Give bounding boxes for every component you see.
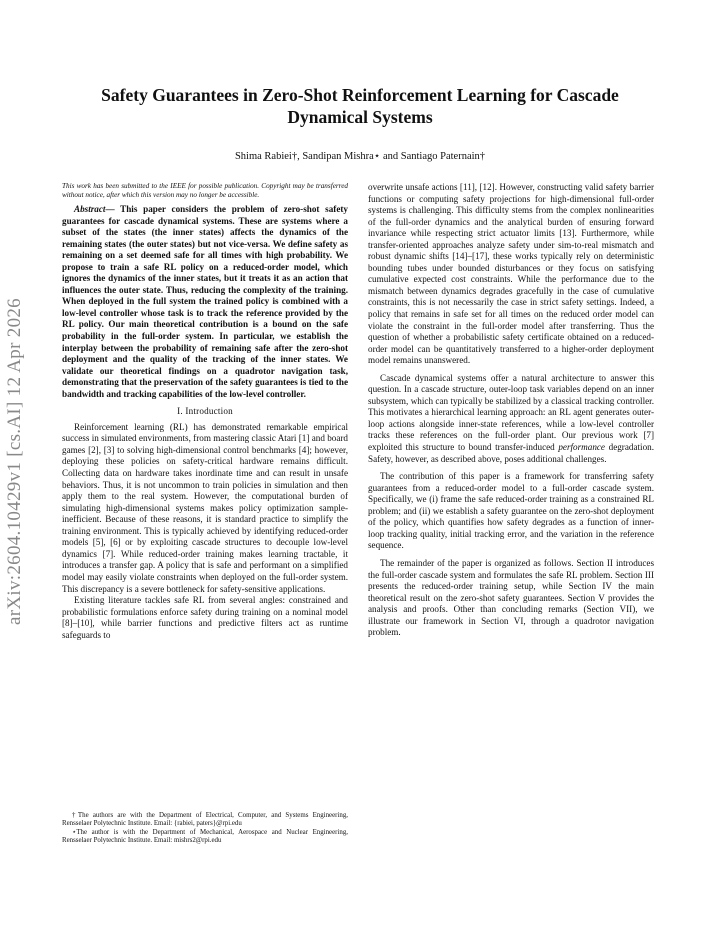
- right-column: [368, 182, 654, 639]
- section-heading-introduction: I. Introduction: [177, 406, 233, 417]
- footnote-affiliation-1: †The authors are with the Department of Electrical, Computer, and Systems Engineering, Rensselaer Polytechnic Institute. Email: {rabiei, paters}@rpi.edu: [62, 812, 348, 828]
- footnote-affiliation-2: ⋆The author is with the Department of Mechanical, Aerospace and Nuclear Engineering, Rensselaer Polytechnic Institute. Email: mishrs2@rpi.edu: [62, 828, 348, 844]
- submission-notice: This work has been submitted to the IEEE for possible publication. Copyright may be transferred without notice, after which this version may no longer be accessible.: [62, 182, 348, 199]
- paper-authors: Shima Rabiei†, Sandipan Mishra⋆ and Santiago Paternain†: [234, 151, 486, 162]
- paragraph-4-text-b: degradation. Safety, however, as described above, poses additional challenges.: [368, 442, 654, 464]
- intro-paragraph-4: [368, 373, 654, 465]
- intro-paragraph-1: Reinforcement learning (RL) has demonstrated remarkable empirical success in simulated environments, from mastering classic Atari [1] and board games [2], [3] to solving high-dimensional control benchmarks [4]; however, deploying these policies on safety-critical hardware remains difficult. Collecting data on hardware takes inordinate time and can result in unsafe behaviors. Thus, it is not uncommon to train policies in simulation and then apply them to the real system. However, the computational burden of simulating high-dimensional systems makes policy optimization sample-inefficient. Because of these reasons, it is standard practice to simplify the training environment. This is typically achieved by identifying reduced-order models [5], [6] or by exploiting cascade structures to decouple low-level dynamics [7]. While reduced-order training makes learning tractable, it introduces a transfer gap. A policy that is safe and performant on a simplified model may easily violate constraints when deployed on the full-order system. This discrepancy is a severe bottleneck for safety-sensitive applications.: [62, 421, 348, 594]
- abstract: [62, 204, 348, 400]
- intro-paragraph-3: overwrite unsafe actions [11], [12]. However, constructing valid safety barrier functions or computing safety projections for high-dimensional full-order systems is challenging. This difficulty stems from the complex nonlinearities of the full-order dynamics and the analytical burden of ensuring forward invariance while respecting strict actuator limits [13]. Furthermore, while transfer-oriented approaches analyze safety under sim-to-real mismatch and robust dynamic shifts [14]–[17], these works typically rely on deterministic bounding tubes under bounded disturbances or they focus on satisfying cumulative expected cost constraints. While the performance due to the mismatch between dynamics degrades gracefully in the case of cumulative constraints, this is not necessarily the case in strict safety settings. Indeed, a policy that remains in safe set for all times on the reduced order model can violate the constraint in the full-order model after transferring. Thus the question of whether a probabilistic safety certificate obtained on a reduced-order model can be quantitatively transferred to a higher-order deployment model remains unanswered.: [368, 182, 654, 366]
- intro-paragraph-6: The remainder of the paper is organized as follows. Section II introduces the full-order cascade system and formulates the safe RL problem. Section III presents the reduced-order training setup, while Section IV the main theoretical result on the zero-shot safety guarantees. Section V provides the analysis and proofs. Other than concluding remarks (Section VII), we illustrate our framework in Section VI, through a quadrotor navigation problem.: [368, 557, 654, 638]
- intro-paragraph-2: Existing literature tackles safe RL from several angles: constrained and probabilistic formulations enforce safety during training on a nominal model [8]–[10], while barrier functions and predictive filters act as runtime safeguards to: [62, 595, 348, 640]
- abstract-label: Abstract: [74, 204, 106, 214]
- arxiv-identifier: arXiv:2604.10429v1 [cs.AI] 12 Apr 2026: [4, 298, 25, 626]
- paragraph-4-emphasis: performance: [558, 442, 605, 453]
- paper-title: Safety Guarantees in Zero-Shot Reinforcement Learning for Cascade Dynamical Systems: [101, 85, 619, 127]
- paragraph-4-text-a: Cascade dynamical systems offer a natural architecture to answer this question. In a cascade structure, outer-loop task variables depend on an inner subsystem, which can typically be stabilized by a classical tracking controller. This motivates a hierarchical learning approach: an RL agent generates outer-loop actions alongside inner-state references, while a low-level controller tracks these references on the full-order plant. Our previous work [7] exploited this structure to bound transfer-induced: [368, 372, 654, 453]
- left-column: [62, 182, 348, 641]
- footnotes: [62, 812, 348, 845]
- abstract-body: — This paper considers the problem of zero-shot safety guarantees for cascade dynamical systems. These are systems where a subset of the states (the inner states) affects the dynamics of the remaining states (the outer states) but not vice-versa. We define safety as remaining on a set deemed safe for all times with high probability. We propose to train a safe RL policy on a reduced-order model, which ignores the dynamics of the inner states, but it treats it as an action that influences the outer state. Thus, reducing the complexity of the training. When deployed in the full system the trained policy is combined with a low-level controller whose task is to track the reference provided by the RL policy. Our main theoretical contribution is a bound on the safe probability in the full-order system. In particular, we establish the interplay between the probability of remaining safe after the zero-shot deployment and the quality of the tracking of the inner states. We validate our theoretical findings on a quadrotor navigation task, demonstrating that the preservation of the safety guarantees is tied to the bandwidth and tracking capabilities of the low-level controller.: [62, 204, 348, 399]
- intro-paragraph-5: The contribution of this paper is a framework for transferring safety guarantees from a reduced-order model to a full-order cascade system. Specifically, we (i) frame the safe reduced-order training as a constrained RL problem; and (ii) we establish a safety guarantee on the zero-shot deployment of the policy, which quantifies how safety degrades as a function of inner-loop tracking quality, initial tracking error, and the variation in the reference sequence.: [368, 471, 654, 551]
